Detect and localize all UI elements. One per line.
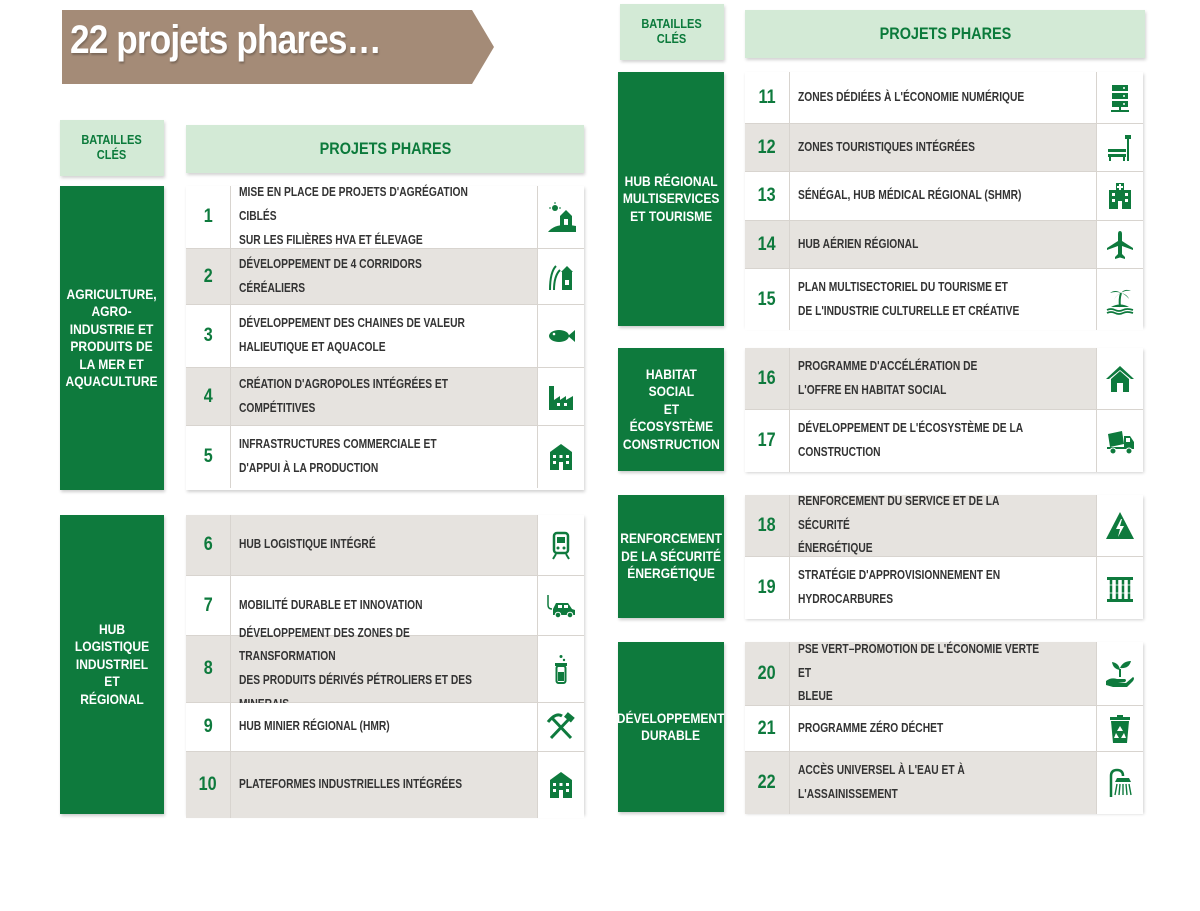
page-title: 22 projets phares…: [70, 18, 381, 62]
building-icon: [537, 752, 584, 818]
category-hub-regional: [618, 72, 724, 326]
project-group-habitat-social: [745, 348, 1143, 471]
project-number: 8: [186, 636, 231, 702]
test-tube-icon: [537, 636, 584, 702]
house-icon: [1096, 348, 1143, 409]
projets-phares-label: PROJETS PHARES: [879, 24, 1011, 44]
category-label: DÉVELOPPEMENT DURABLE: [617, 709, 725, 743]
project-row: [745, 410, 1143, 472]
project-title: DÉVELOPPEMENT DE L'ÉCOSYSTÈME DE LA CONSTRUCTION: [798, 421, 1024, 459]
project-row: [745, 348, 1143, 410]
project-group-developpement-durable: [745, 642, 1143, 812]
grain-silo-icon: [537, 249, 584, 304]
project-group-hub-regional: [745, 72, 1143, 326]
project-row: [186, 186, 584, 249]
project-title: CRÉATION D'AGROPOLES INTÉGRÉES ET COMPÉTITIVES: [239, 376, 448, 415]
airplane-icon: [1096, 221, 1143, 268]
project-number: 7: [186, 576, 231, 635]
batailles-cles-label: BATAILLES CLÉS: [641, 16, 703, 46]
electric-car-icon: [537, 576, 584, 635]
park-bench-icon: [1096, 124, 1143, 171]
project-number: 5: [186, 426, 231, 488]
project-title: SÉNÉGAL, HUB MÉDICAL RÉGIONAL (SHMR): [798, 188, 1022, 203]
project-row: [745, 752, 1143, 814]
category-label: HUB RÉGIONAL MULTISERVICES ET TOURISME: [622, 172, 720, 224]
batailles-cles-header-left: [60, 120, 164, 176]
project-number: 19: [745, 557, 790, 619]
projets-phares-header-left: [186, 125, 584, 173]
project-title: HUB AÉRIEN RÉGIONAL: [798, 236, 919, 251]
project-number: 22: [745, 752, 790, 814]
train-icon: [537, 515, 584, 575]
project-row: [186, 625, 584, 703]
projets-phares-header-right: [745, 10, 1145, 58]
project-number: 16: [745, 348, 790, 409]
project-number: 20: [745, 642, 790, 705]
category-hub-logistique: [60, 515, 164, 814]
category-label: RENFORCEMENT DE LA SÉCURITÉ ÉNERGÉTIQUE: [620, 530, 722, 582]
project-title: PROGRAMME ZÉRO DÉCHET: [798, 720, 944, 735]
project-title: HUB MINIER RÉGIONAL (HMR): [239, 719, 390, 734]
project-number: 10: [186, 752, 231, 818]
fish-icon: [537, 305, 584, 367]
project-row: [186, 703, 584, 752]
project-row: [186, 305, 584, 368]
project-group-agriculture: [186, 186, 584, 490]
project-number: 1: [186, 186, 231, 248]
project-row: [745, 269, 1143, 330]
project-number: 12: [745, 124, 790, 171]
batailles-cles-header-right: [620, 4, 724, 60]
building-icon: [537, 426, 584, 488]
project-row: [186, 249, 584, 305]
project-number: 9: [186, 703, 231, 751]
project-title: ZONES TOURISTIQUES INTÉGRÉES: [798, 139, 975, 154]
project-row: [745, 72, 1143, 124]
project-number: 6: [186, 515, 231, 575]
project-number: 17: [745, 410, 790, 472]
project-title: INFRASTRUCTURES COMMERCIALE ET D'APPUI À LA PRODUCTION: [239, 437, 437, 475]
category-agriculture: [60, 186, 164, 490]
server-icon: [1096, 72, 1143, 123]
high-voltage-icon: [1096, 495, 1143, 556]
project-row: [745, 495, 1143, 557]
project-title: ACCÈS UNIVERSEL À L'EAU ET À L'ASSAINISSEMENT: [798, 763, 965, 801]
project-row: [745, 124, 1143, 172]
project-number: 15: [745, 269, 790, 330]
project-number: 3: [186, 305, 231, 367]
project-row: [745, 557, 1143, 619]
project-title: DÉVELOPPEMENT DES CHAINES DE VALEUR HALIEUTIQUE ET AQUACOLE: [239, 316, 465, 354]
projets-phares-label: PROJETS PHARES: [319, 139, 451, 159]
project-title: PSE VERT–PROMOTION DE L'ÉCONOMIE VERTE ET BLEUE: [798, 641, 1040, 704]
project-row: [186, 426, 584, 488]
project-number: 14: [745, 221, 790, 268]
category-label: HUB LOGISTIQUE INDUSTRIEL ET RÉGIONAL: [74, 620, 150, 707]
recycle-bin-icon: [1096, 706, 1143, 751]
shower-icon: [1096, 752, 1143, 814]
project-title: PROGRAMME D'ACCÉLÉRATION DE L'OFFRE EN HABITAT SOCIAL: [798, 358, 978, 397]
project-title: DÉVELOPPEMENT DES ZONES DE TRANSFORMATION DES PRODUITS DÉRIVÉS PÉTROLIERS ET DES: [239, 625, 472, 687]
project-row: [745, 706, 1143, 752]
project-title: RENFORCEMENT DU SERVICE ET DE LA SÉCURITÉ ÉNERGÉTIQUE: [798, 493, 1000, 556]
factory-icon: [537, 368, 584, 425]
category-securite-energetique: [618, 495, 724, 618]
project-row: [186, 368, 584, 426]
project-title: ZONES DÉDIÉES À L'ÉCONOMIE NUMÉRIQUE: [798, 89, 1025, 104]
hammer-pick-icon: [537, 703, 584, 751]
project-row: [186, 515, 584, 576]
project-row: [745, 172, 1143, 221]
project-number: 13: [745, 172, 790, 220]
project-row: [745, 221, 1143, 269]
category-developpement-durable: [618, 642, 724, 812]
project-row: [745, 642, 1143, 706]
oil-barrels-icon: [1096, 557, 1143, 619]
project-number: 4: [186, 368, 231, 425]
project-title: DÉVELOPPEMENT DE 4 CORRIDORS CÉRÉALIERS: [239, 256, 422, 295]
palm-island-icon: [1096, 269, 1143, 330]
category-habitat-social: [618, 348, 724, 471]
project-group-securite-energetique: [745, 495, 1143, 618]
project-title: MISE EN PLACE DE PROJETS D'AGRÉGATION CIBLÉS SUR LES FILIÈRES HVA ET ÉLEVAGE: [239, 185, 468, 247]
plant-in-hand-icon: [1096, 642, 1143, 705]
project-title: PLAN MULTISECTORIEL DU TOURISME ET DE L'INDUSTRIE CULTURELLE ET CRÉATIVE: [798, 279, 1020, 318]
project-number: 21: [745, 706, 790, 751]
project-number: 2: [186, 249, 231, 304]
project-title: HUB LOGISTIQUE INTÉGRÉ: [239, 537, 376, 552]
category-label: AGRICULTURE, AGRO- INDUSTRIE ET PRODUITS DE LA MER ET AQUACULTURE: [65, 285, 159, 389]
project-row: [186, 752, 584, 818]
category-label: HABITAT SOCIAL ET ÉCOSYSTÈME CONSTRUCTION: [622, 365, 720, 452]
project-title: PLATEFORMES INDUSTRIELLES INTÉGRÉES: [239, 777, 463, 792]
hospital-icon: [1096, 172, 1143, 220]
title-banner: [62, 10, 494, 84]
project-title: STRATÉGIE D'APPROVISIONNEMENT EN HYDROCARBURES: [798, 568, 1001, 606]
farm-icon: [537, 186, 584, 248]
project-number: 18: [745, 495, 790, 556]
cement-truck-icon: [1096, 410, 1143, 472]
project-number: 11: [745, 72, 790, 123]
project-title: MOBILITÉ DURABLE ET INNOVATION: [239, 597, 423, 612]
project-group-hub-logistique: [186, 515, 584, 814]
batailles-cles-label: BATAILLES CLÉS: [81, 132, 143, 162]
